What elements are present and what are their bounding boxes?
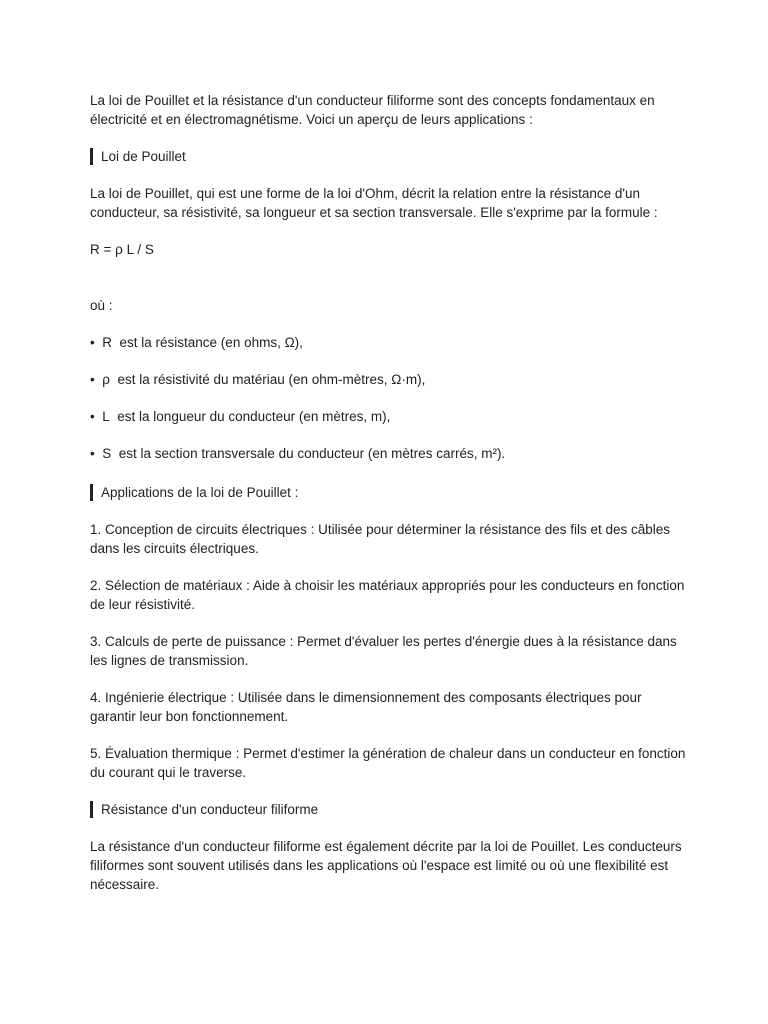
section-heading-loi-de-pouillet [90, 147, 690, 166]
document-page [90, 91, 690, 894]
heading-bar-icon [90, 148, 93, 165]
bullet-icon: • [90, 446, 95, 461]
list-item-application: 1. Conception de circuits électriques : Utilisée pour déterminer la résistance des fils et des câbles dans les circuits électriques. [90, 522, 671, 556]
section-heading-label: Applications de la loi de Pouillet : [101, 485, 299, 500]
list-item-application: 2. Sélection de matériaux : Aide à choisir les matériaux appropriés pour les conducteurs en fonction de leur résistivité. [90, 578, 685, 612]
pouillet-formula: R = ρ L / S [90, 242, 154, 257]
bullet-icon: • [90, 335, 95, 350]
bullet-icon: • [90, 372, 95, 387]
variable-list [90, 333, 690, 463]
variable-description: est la section transversale du conducteur (en mètres carrés, m²). [118, 446, 506, 461]
section-heading-conducteur-filiforme [90, 800, 690, 819]
heading-bar-icon [90, 801, 93, 818]
variable-description: est la longueur du conducteur (en mètres, m), [117, 409, 391, 424]
where-label: où : [90, 298, 113, 313]
variable-symbol: R [102, 335, 112, 350]
section-heading-label: Loi de Pouillet [101, 149, 186, 164]
list-item-application: 3. Calculs de perte de puissance : Permet d'évaluer les pertes d'énergie dues à la résistance dans les lignes de transmission. [90, 634, 677, 668]
list-item-variable-s [90, 444, 690, 463]
variable-symbol: ρ [102, 372, 110, 387]
section-heading-applications [90, 483, 690, 502]
section-heading-label: Résistance d'un conducteur filiforme [101, 802, 319, 817]
variable-description: est la résistivité du matériau (en ohm-mètres, Ω·m), [117, 372, 426, 387]
variable-symbol: L [102, 409, 110, 424]
pouillet-description-paragraph: La loi de Pouillet, qui est une forme de la loi d'Ohm, décrit la relation entre la résistance d'un conducteur, sa résistivité, sa longueur et sa section transversale. Elle s'exprime par la formule : [90, 186, 658, 220]
list-item-variable-rho [90, 370, 690, 389]
variable-description: est la résistance (en ohms, Ω), [119, 335, 303, 350]
applications-list [90, 520, 690, 782]
heading-bar-icon [90, 484, 93, 501]
list-item-variable-r [90, 333, 690, 352]
bullet-icon: • [90, 409, 95, 424]
list-item-application: 5. Évaluation thermique : Permet d'estimer la génération de chaleur dans un conducteur en fonction du courant qui le traverse. [90, 746, 686, 780]
filiforme-paragraph: La résistance d'un conducteur filiforme est également décrite par la loi de Pouillet. Les conducteurs filiformes sont souvent utilisés dans les applications où l'espace est limité ou où une flexibilité est nécessaire. [90, 839, 682, 892]
list-item-variable-l [90, 407, 690, 426]
intro-paragraph: La loi de Pouillet et la résistance d'un conducteur filiforme sont des concepts fondamentaux en électricité et en électromagnétisme. Voici un aperçu de leurs applications : [90, 93, 655, 127]
list-item-application: 4. Ingénierie électrique : Utilisée dans le dimensionnement des composants électriques pour garantir leur bon fonctionnement. [90, 690, 642, 724]
variable-symbol: S [102, 446, 112, 461]
